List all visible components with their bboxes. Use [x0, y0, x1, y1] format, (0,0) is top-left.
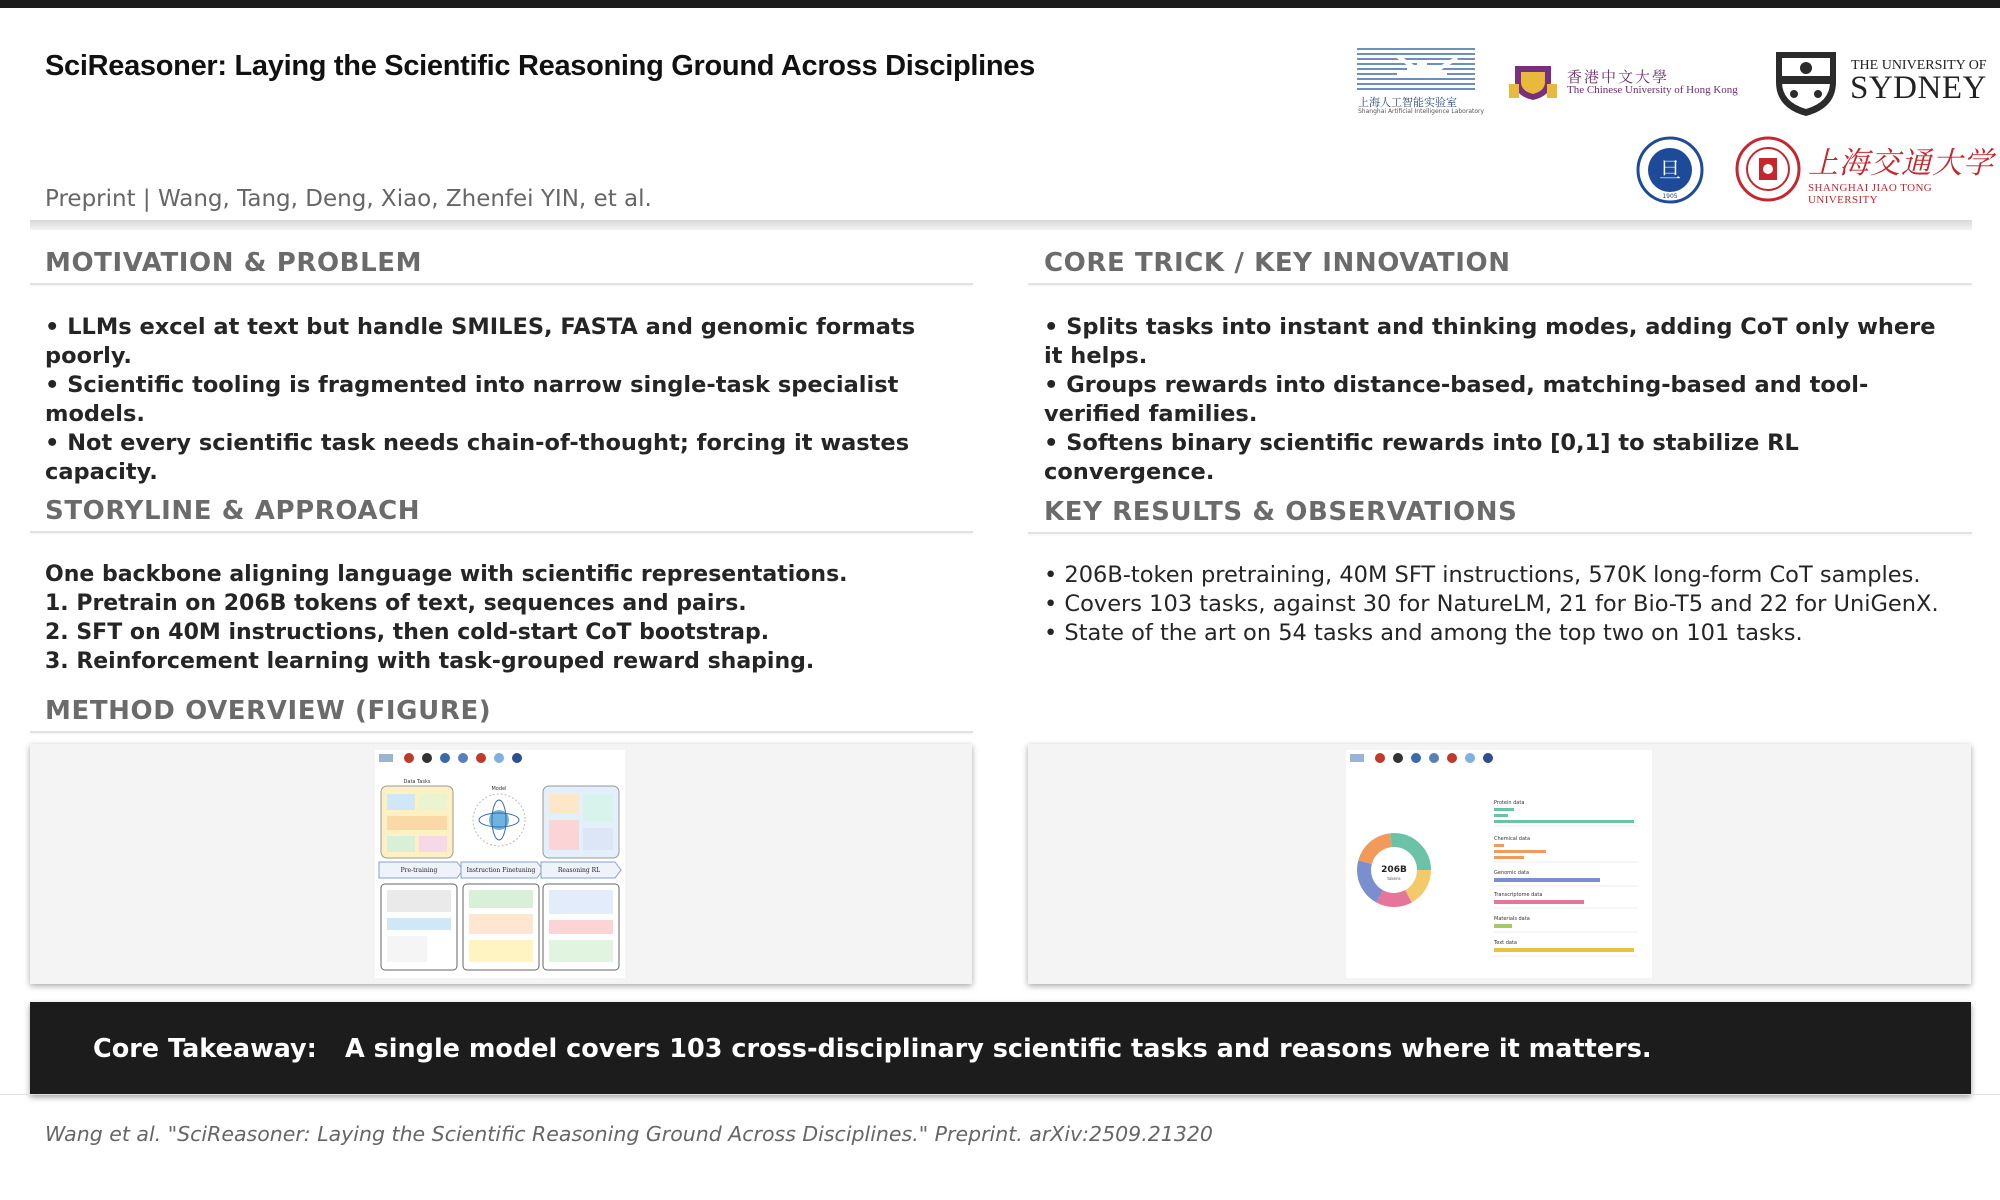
core-trick-item: • Groups rewards into distance-based, matching-based and tool-verified families.: [1044, 372, 1869, 427]
logo-strip: [1350, 753, 1493, 763]
method-diagram: [375, 750, 625, 978]
poster-title: SciReasoner: Laying the Scientific Reasoning Ground Across Disciplines: [45, 50, 1035, 82]
donut-total: 206B: [1381, 865, 1407, 875]
method-figure-image: [375, 750, 625, 978]
motivation-title: MOTIVATION & PROBLEM: [45, 248, 423, 278]
motivation-item: • Not every scientific task needs chain-of-thought; forcing it wastes capacity.: [45, 430, 910, 485]
results-item: • Covers 103 tasks, against 30 for NatureLM, 21 for Bio-T5 and 22 for UniGenX.: [1044, 591, 1939, 617]
core-trick-title: CORE TRICK / KEY INNOVATION: [1044, 248, 1511, 278]
token-donut: [1364, 840, 1424, 900]
core-trick-rule: [1028, 283, 1972, 285]
storyline-title: STORYLINE & APPROACH: [45, 496, 421, 526]
category-label: Materials data: [1494, 916, 1530, 922]
model-label: Model: [491, 786, 507, 792]
data-tasks-label: Data Tasks: [403, 779, 431, 785]
results-item: • 206B-token pretraining, 40M SFT instructions, 570K long-form CoT samples.: [1044, 562, 1921, 588]
motivation-item: • Scientific tooling is fragmented into narrow single-task specialist models.: [45, 372, 899, 427]
results-rule: [1028, 532, 1972, 534]
shlab-en-name: Shanghai Artificial Intelligence Laboratory: [1358, 108, 1485, 115]
cuhk-en-name: The Chinese University of Hong Kong: [1567, 84, 1738, 96]
sjtu-cn-name: 上海交通大学: [1808, 146, 1994, 181]
results-list: [1044, 561, 1969, 648]
method-rule: [30, 731, 973, 733]
cuhk-cn-name: 香港中文大學: [1567, 68, 1670, 86]
method-figure-panel: [30, 744, 972, 984]
sydney-the-university-of: THE UNIVERSITY OF: [1851, 58, 1987, 73]
author-line: Preprint | Wang, Tang, Deng, Xiao, Zhenfei YIN, et al.: [45, 186, 652, 212]
fudan-seal-icon: [1636, 136, 1704, 204]
storyline-item: 2. SFT on 40M instructions, then cold-start CoT bootstrap.: [45, 620, 770, 645]
category-label: Chemical data: [1494, 836, 1531, 842]
category-label: Genomic data: [1494, 870, 1530, 876]
logo-strip: [379, 753, 522, 763]
storyline-rule: [30, 531, 973, 533]
motivation-list: [45, 313, 970, 487]
sydney-name: SYDNEY: [1850, 70, 1987, 106]
method-title: METHOD OVERVIEW (FIGURE): [45, 696, 492, 726]
category-label: Text data: [1494, 940, 1517, 946]
category-label: Protein data: [1494, 800, 1525, 806]
rl-label: Reasoning RL: [557, 867, 601, 874]
footer-rule: [0, 1094, 2000, 1095]
citation: Wang et al. "SciReasoner: Laying the Scientific Reasoning Ground Across Disciplines." Preprint. arXiv:2509.21320: [45, 1122, 1213, 1146]
takeaway-text: A single model covers 103 cross-disciplinary scientific tasks and reasons where it matters.: [345, 1034, 1652, 1064]
cuhk-crest-icon: [1507, 60, 1559, 102]
storyline-item: 3. Reinforcement learning with task-grouped reward shaping.: [45, 649, 815, 674]
storyline-list: [45, 560, 970, 676]
results-item: • State of the art on 54 tasks and among the top two on 101 tasks.: [1044, 620, 1803, 646]
shlab-logo: [1357, 46, 1475, 96]
core-trick-list: [1044, 313, 1959, 487]
data-composition-chart: [1346, 750, 1652, 978]
shlab-cn-name: 上海人工智能实验室: [1358, 96, 1457, 109]
results-title: KEY RESULTS & OBSERVATIONS: [1044, 497, 1518, 527]
data-figure-panel: [1028, 744, 1971, 984]
motivation-rule: [30, 283, 973, 285]
svg-text:1905: 1905: [1662, 193, 1678, 200]
sjtu-en-name: SHANGHAI JIAO TONG UNIVERSITY: [1808, 182, 1933, 206]
header-divider: [30, 220, 1972, 230]
category-label: Transcriptome data: [1494, 892, 1543, 898]
core-trick-item: • Softens binary scientific rewards into [0,1] to stabilize RL convergence.: [1044, 430, 1799, 485]
takeaway-label: Core Takeaway:: [93, 1034, 317, 1064]
storyline-item: 1. Pretrain on 206B tokens of text, sequences and pairs.: [45, 591, 747, 616]
top-bar: [0, 0, 2000, 8]
sydney-crest-icon: [1772, 48, 1840, 118]
core-takeaway-banner: [30, 1002, 1971, 1094]
motivation-item: • LLMs excel at text but handle SMILES, FASTA and genomic formats poorly.: [45, 314, 916, 369]
sjtu-seal-icon: [1735, 136, 1801, 202]
svg-text:旦: 旦: [1658, 159, 1682, 184]
donut-sub: tokens: [1387, 876, 1401, 881]
data-figure-image: [1346, 750, 1652, 978]
pretraining-label: Pre-training: [400, 867, 438, 874]
core-trick-item: • Splits tasks into instant and thinking modes, adding CoT only where it helps.: [1044, 314, 1936, 369]
storyline-item: One backbone aligning language with scientific representations.: [45, 562, 848, 587]
finetuning-label: Instruction Finetuning: [466, 867, 536, 874]
